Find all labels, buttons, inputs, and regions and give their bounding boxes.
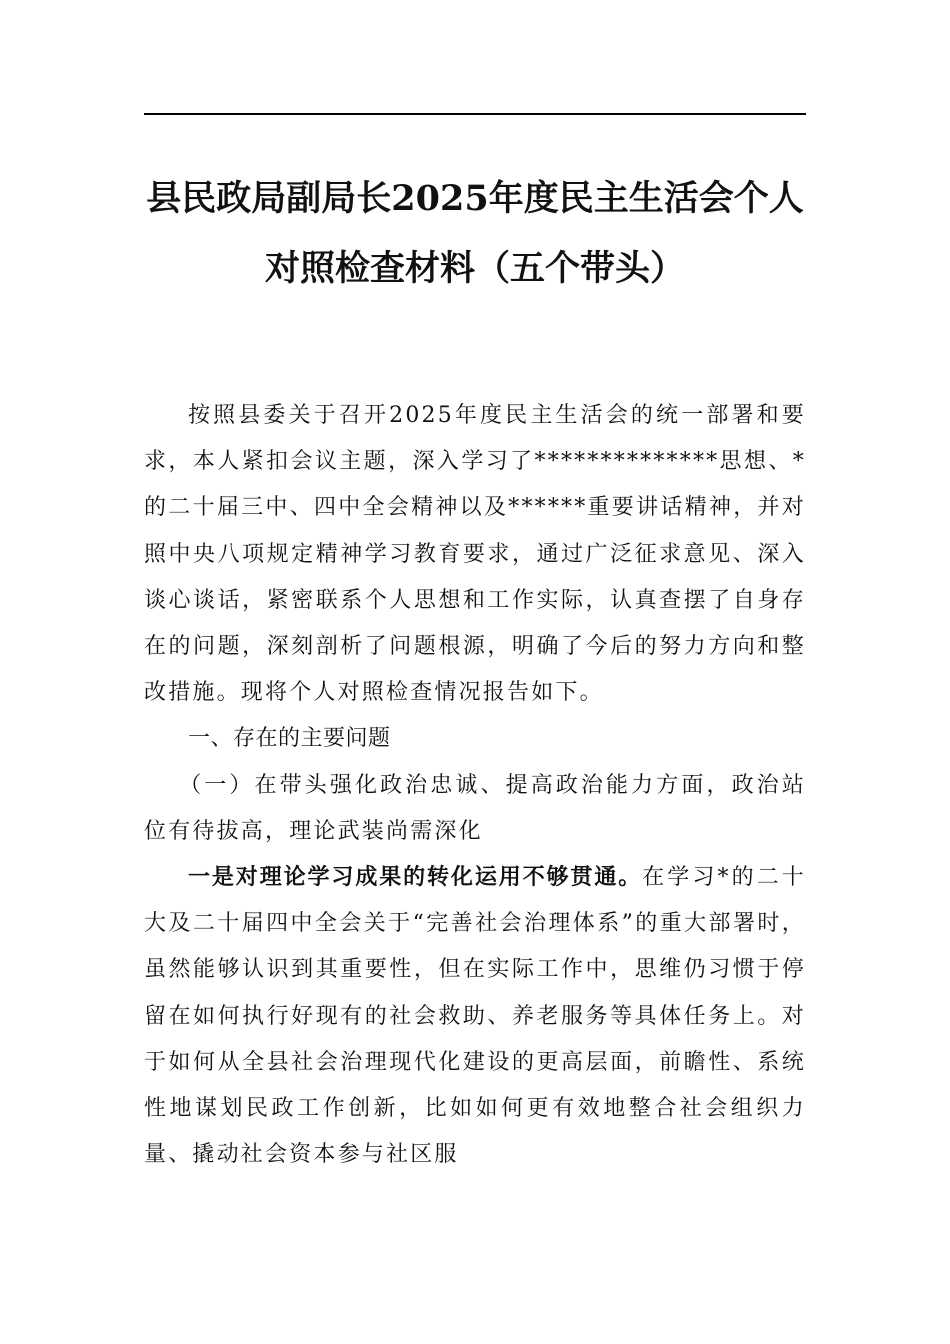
document-title <box>144 164 806 304</box>
intro-paragraph: 按照县委关于召开2025年度民主生活会的统一部署和要求，本人紧扣会议主题，深入学习了**************思想、*的二十届三中、四中全会精神以及******重要讲话精神，并对照中央八项规定精神学习教育要求，通过广泛征求意见、深入谈心谈话，紧密联系个人思想和工作实际，认真查摆了自身存在的问题，深刻剖析了问题根源，明确了今后的努力方向和整改措施。现将个人对照检查情况报告如下。 <box>144 403 806 706</box>
point-paragraph-1 <box>144 855 806 1178</box>
document-body <box>144 393 806 1178</box>
point-1-text: 在学习*的二十大及二十届四中全会关于“完善社会治理体系”的重大部署时，虽然能够认识到其重要性，但在实际工作中，思维仍习惯于停留在如何执行好现有的社会救助、养老服务等具体任务上。对于如何从全县社会治理现代化建设的更高层面，前瞻性、系统性地谋划民政工作创新，比如如何更有效地整合社会组织力量、撬动社会资本参与社区服 <box>144 865 806 1168</box>
point-1-lead: 一是对理论学习成果的转化运用不够贯通。 <box>188 865 643 891</box>
header-rule <box>144 113 806 115</box>
title-line-1: 县民政局副局长2025年度民主生活会个人 <box>146 178 804 219</box>
section-heading-1: 一、存在的主要问题 <box>188 726 391 752</box>
subsection-heading-1: （一）在带头强化政治忠诚、提高政治能力方面，政治站位有待拔高，理论武装尚需深化 <box>144 772 806 844</box>
title-line-2: 对照检查材料（五个带头） <box>264 248 685 289</box>
